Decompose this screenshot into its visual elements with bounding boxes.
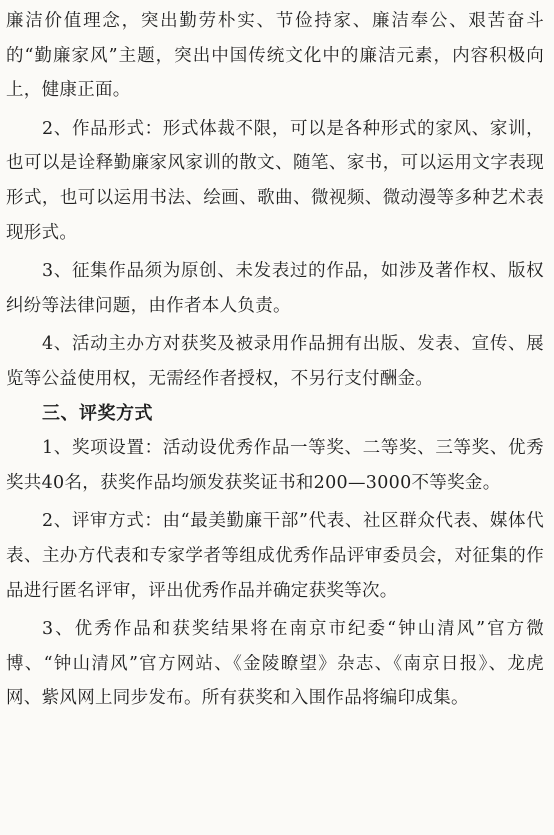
- paragraph-award-setup: 1、奖项设置：活动设优秀作品一等奖、二等奖、三等奖、优秀奖共40名，获奖作品均颁发获奖证书和200—3000不等奖金。: [6, 438, 544, 493]
- paragraph-usage-rights: 4、活动主办方对获奖及被录用作品拥有出版、发表、宣传、展览等公益使用权，无需经作者授权，不另行支付酬金。: [6, 334, 544, 389]
- section-heading-awards: 三、评奖方式: [42, 402, 153, 424]
- paragraph-work-format: 2、作品形式：形式体裁不限，可以是各种形式的家风、家训，也可以是诠释勤廉家风家训的散文、随笔、家书，可以运用文字表现形式，也可以运用书法、绘画、歌曲、微视频、微动漫等多种艺术表现形式。: [6, 118, 544, 243]
- document-body: [6, 4, 544, 716]
- paragraph-review-method: 2、评审方式：由“最美勤廉干部”代表、社区群众代表、媒体代表、主办方代表和专家学者等组成优秀作品评审委员会，对征集的作品进行匿名评审，评出优秀作品并确定获奖等次。: [6, 511, 544, 601]
- paragraph-publication: 3、优秀作品和获奖结果将在南京市纪委“钟山清风”官方微博、“钟山清风”官方网站、《金陵瞭望》杂志、《南京日报》、龙虎网、紫风网上同步发布。所有获奖和入围作品将编印成集。: [6, 619, 544, 709]
- paragraph-theme-continued: 廉洁价值理念，突出勤劳朴实、节俭持家、廉洁奉公、艰苦奋斗的“勤廉家风”主题，突出中国传统文化中的廉洁元素，内容积极向上，健康正面。: [6, 11, 544, 101]
- paragraph-originality: 3、征集作品须为原创、未发表过的作品，如涉及著作权、版权纠纷等法律问题，由作者本人负责。: [6, 261, 544, 316]
